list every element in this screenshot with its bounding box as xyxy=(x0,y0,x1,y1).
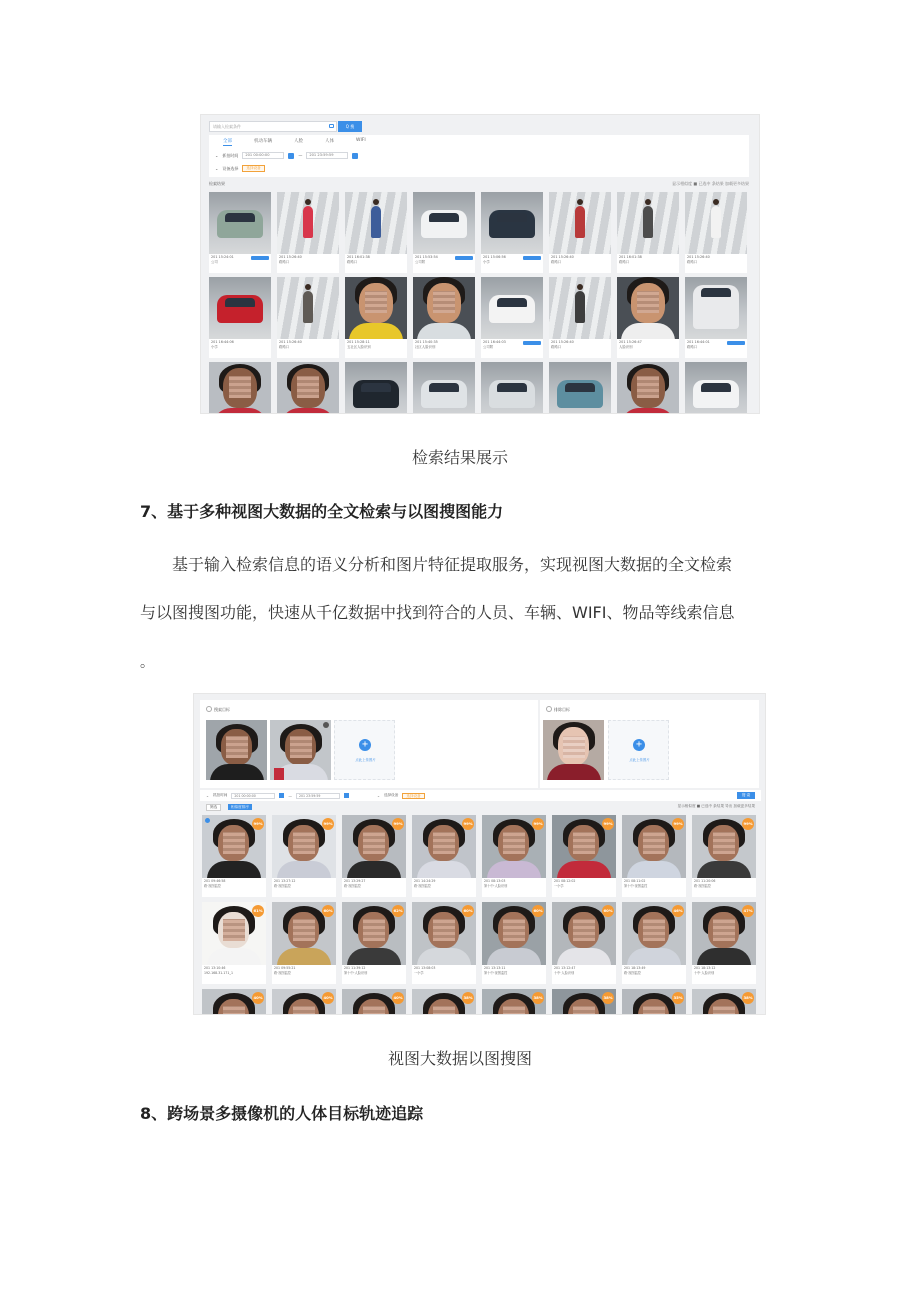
start-date-field[interactable]: 201 00:00:00 xyxy=(242,152,284,159)
device-filter-label: 设备选择 xyxy=(222,165,239,171)
result-meta xyxy=(345,339,407,351)
status-badge xyxy=(727,341,745,345)
similarity-badge: 40% xyxy=(252,992,264,1004)
result-card[interactable] xyxy=(617,277,679,358)
result-location: 路·视图监控 xyxy=(624,971,641,975)
image-search-screenshot xyxy=(193,693,766,1015)
result-location: 十中·人脸识别 xyxy=(694,971,715,975)
upload-label: 点此上传图片 xyxy=(355,758,376,762)
result-card[interactable] xyxy=(277,362,339,414)
result-card[interactable] xyxy=(272,989,336,1015)
result-card[interactable] xyxy=(685,277,747,358)
result-thumbnail[interactable] xyxy=(617,362,679,414)
filter-panel xyxy=(209,135,749,177)
exclude-target-panel xyxy=(540,700,759,788)
result-card[interactable] xyxy=(342,902,406,984)
result-meta xyxy=(342,878,406,890)
range-dash: — xyxy=(288,793,292,798)
tab-body[interactable]: 人体 xyxy=(325,139,334,144)
result-card[interactable] xyxy=(342,815,406,897)
status-badge xyxy=(523,256,541,260)
result-location: 第十中·人脸识别 xyxy=(484,884,508,888)
result-card[interactable] xyxy=(552,989,616,1015)
range-dash: — xyxy=(298,153,303,158)
result-time: 201 15:53:54 xyxy=(415,255,438,259)
section-heading: 8、跨场景多摄像机的人体目标轨迹追踪 xyxy=(140,1104,424,1123)
result-time: 201 09:55:21 xyxy=(274,966,296,970)
result-thumbnail[interactable] xyxy=(685,192,747,254)
result-thumbnail[interactable] xyxy=(413,277,475,339)
filter-button[interactable]: 筛选 xyxy=(206,804,221,811)
result-time: 201 16:01:38 xyxy=(619,255,642,259)
start-date-field[interactable]: 201 00:00:00 xyxy=(231,793,275,799)
similarity-badge: 60% xyxy=(602,905,614,917)
target-photo[interactable] xyxy=(270,720,331,780)
result-meta xyxy=(209,339,271,351)
result-thumbnail[interactable] xyxy=(482,902,546,965)
result-time: 201 16:44:03 xyxy=(483,340,506,344)
result-location: 人脸识别 xyxy=(619,345,633,349)
result-thumbnail[interactable] xyxy=(277,192,339,254)
exclude-target-title: 排除目标 xyxy=(546,706,570,713)
result-meta xyxy=(692,878,756,890)
result-location: 公司附 xyxy=(415,260,426,264)
result-time: 201 11:39:12 xyxy=(344,966,366,970)
result-meta xyxy=(617,254,679,266)
result-time: 201 14:24:29 xyxy=(414,879,436,883)
result-card[interactable] xyxy=(622,902,686,984)
result-time: 201 09:46:58 xyxy=(204,879,226,883)
result-location: 公司 xyxy=(211,260,218,264)
result-meta xyxy=(482,965,546,977)
result-card[interactable] xyxy=(413,362,475,414)
result-time: 201 13:13:11 xyxy=(484,966,506,970)
result-time: 201 15:26:47 xyxy=(619,340,642,344)
close-icon[interactable] xyxy=(323,722,329,728)
result-card[interactable] xyxy=(622,815,686,897)
result-thumbnail[interactable] xyxy=(413,362,475,414)
similarity-badge: 38% xyxy=(462,992,474,1004)
result-location: 一小学 xyxy=(414,971,424,975)
result-thumbnail[interactable] xyxy=(482,815,546,878)
upload-label: 点此上传图片 xyxy=(629,758,650,762)
result-time: 201 16:44:06 xyxy=(211,340,234,344)
end-date-field[interactable]: 201 23:59:59 xyxy=(296,793,340,799)
result-location: 小学 xyxy=(483,260,490,264)
result-card[interactable] xyxy=(209,192,271,273)
result-card[interactable] xyxy=(202,989,266,1015)
result-thumbnail[interactable] xyxy=(552,815,616,878)
result-thumbnail[interactable] xyxy=(345,362,407,414)
result-meta xyxy=(342,965,406,977)
similarity-badge: 40% xyxy=(392,992,404,1004)
result-thumbnail[interactable] xyxy=(412,989,476,1015)
result-thumbnail[interactable] xyxy=(552,989,616,1015)
result-card[interactable] xyxy=(552,815,616,897)
result-thumbnail[interactable] xyxy=(202,989,266,1015)
result-card[interactable] xyxy=(481,277,543,358)
result-card[interactable] xyxy=(552,902,616,984)
result-time: 201 13:08:03 xyxy=(414,966,436,970)
result-card[interactable] xyxy=(617,192,679,273)
result-location: 路·视图监控 xyxy=(414,884,431,888)
result-thumbnail[interactable] xyxy=(272,815,336,878)
similarity-badge: 99% xyxy=(602,818,614,830)
result-card[interactable] xyxy=(277,192,339,273)
result-location: 小学 xyxy=(211,345,218,349)
results-header xyxy=(209,181,749,187)
result-thumbnail[interactable] xyxy=(481,362,543,414)
result-meta xyxy=(482,878,546,890)
result-meta xyxy=(345,254,407,266)
calendar-icon[interactable] xyxy=(352,153,358,159)
similarity-badge: 38% xyxy=(602,992,614,1004)
result-time: 201 18:13:49 xyxy=(624,966,646,970)
filter-row xyxy=(200,790,761,801)
result-meta xyxy=(549,254,611,266)
tab-vehicle[interactable]: 机动车辆 xyxy=(254,139,272,144)
result-thumbnail[interactable] xyxy=(272,989,336,1015)
result-thumbnail[interactable] xyxy=(692,989,756,1015)
result-location: 路·视图监控 xyxy=(204,884,221,888)
results-title: 检索结果 xyxy=(209,181,225,186)
sort-row xyxy=(200,803,761,812)
status-badge xyxy=(455,256,473,260)
result-card[interactable] xyxy=(412,815,476,897)
result-thumbnail[interactable] xyxy=(622,989,686,1015)
result-location: 五社区人脸识别 xyxy=(347,345,371,349)
figure-caption: 检索结果展示 xyxy=(411,448,508,467)
result-location: 第十中·人脸识别 xyxy=(344,971,368,975)
similarity-badge: 38% xyxy=(532,992,544,1004)
result-card[interactable] xyxy=(345,362,407,414)
exclude-photo[interactable] xyxy=(543,720,604,780)
paragraph-line: 与以图搜图功能，快速从千亿数据中找到符合的人员、车辆、WIFI、物品等线索信息 xyxy=(140,603,735,622)
search-button[interactable]: Q 搜 xyxy=(338,121,362,132)
result-location: 路·视图监控 xyxy=(344,884,361,888)
time-filter-row xyxy=(215,152,358,159)
similarity-badge: 60% xyxy=(532,905,544,917)
similarity-badge: 99% xyxy=(392,818,404,830)
similarity-badge: 62% xyxy=(392,905,404,917)
plus-icon: + xyxy=(359,739,371,751)
result-meta xyxy=(692,965,756,977)
result-time: 201 16:01:38 xyxy=(347,255,370,259)
device-filter-row xyxy=(215,165,265,172)
result-meta xyxy=(412,878,476,890)
result-meta xyxy=(622,965,686,977)
result-thumbnail[interactable] xyxy=(549,362,611,414)
result-card[interactable] xyxy=(342,989,406,1015)
sort-similarity-button[interactable]: 相似度排序 xyxy=(228,804,252,810)
result-meta xyxy=(685,254,747,266)
similarity-badge: 61% xyxy=(252,905,264,917)
result-thumbnail[interactable] xyxy=(481,277,543,339)
result-location: 路路口 xyxy=(279,345,290,349)
category-tabs xyxy=(223,138,366,146)
result-location: 路路口 xyxy=(619,260,630,264)
result-time: 201 15:28:11 xyxy=(347,340,370,344)
result-location: 社区人脸识别 xyxy=(415,345,436,349)
similarity-badge: 47% xyxy=(742,905,754,917)
result-card[interactable] xyxy=(482,815,546,897)
result-thumbnail[interactable] xyxy=(552,902,616,965)
result-thumbnail[interactable] xyxy=(692,902,756,965)
result-thumbnail[interactable] xyxy=(202,815,266,878)
similarity-badge: 99% xyxy=(322,818,334,830)
result-time: 201 15:26:40 xyxy=(551,255,574,259)
result-time: 201 15:40:35 xyxy=(415,340,438,344)
result-thumbnail[interactable] xyxy=(692,815,756,878)
similarity-badge: 60% xyxy=(322,905,334,917)
tab-face[interactable]: 人脸 xyxy=(294,139,303,144)
result-thumbnail[interactable] xyxy=(622,815,686,878)
similarity-badge: 99% xyxy=(462,818,474,830)
result-time: 201 13:27:12 xyxy=(274,879,296,883)
chevron-down-icon[interactable]: ⌄ xyxy=(376,793,380,798)
result-time: 201 15:26:40 xyxy=(551,340,574,344)
result-location: 路·视图监控 xyxy=(274,971,291,975)
tab-wifi[interactable]: WIFI xyxy=(356,138,366,143)
result-location: 路路口 xyxy=(551,345,562,349)
result-time: 201 16:44:01 xyxy=(687,340,710,344)
search-results-screenshot xyxy=(200,114,760,414)
result-thumbnail[interactable] xyxy=(617,192,679,254)
tab-all[interactable]: 全部 xyxy=(223,139,232,144)
result-time: 201 13:12:47 xyxy=(554,966,576,970)
paragraph-line: 。 xyxy=(140,655,154,671)
result-meta xyxy=(272,878,336,890)
result-meta xyxy=(412,965,476,977)
results-grid xyxy=(209,192,747,414)
result-time: 201 18:13:12 xyxy=(694,966,716,970)
result-card[interactable] xyxy=(277,277,339,358)
result-card[interactable] xyxy=(481,192,543,273)
time-filter-label: 抓拍时间 xyxy=(222,152,239,158)
result-card[interactable] xyxy=(202,815,266,897)
result-meta xyxy=(622,878,686,890)
result-thumbnail[interactable] xyxy=(549,192,611,254)
results-toolbar[interactable]: 显示相似度 ■ 已选中 条结果 加载更多结果 xyxy=(672,181,749,186)
result-meta xyxy=(272,965,336,977)
result-thumbnail[interactable] xyxy=(617,277,679,339)
calendar-icon[interactable] xyxy=(279,793,284,798)
result-location: 路·视图监控 xyxy=(694,884,711,888)
result-thumbnail[interactable] xyxy=(413,192,475,254)
calendar-icon[interactable] xyxy=(288,153,294,159)
search-target-panel xyxy=(200,700,538,788)
result-thumbnail[interactable] xyxy=(209,192,271,254)
result-time: 201 15:26:40 xyxy=(279,255,302,259)
status-badge xyxy=(251,256,269,260)
similarity-badge: 38% xyxy=(742,992,754,1004)
result-thumbnail[interactable] xyxy=(482,989,546,1015)
result-card[interactable] xyxy=(482,902,546,984)
result-time: 201 08:11:02 xyxy=(624,879,646,883)
camera-icon[interactable] xyxy=(329,124,334,128)
result-card[interactable] xyxy=(692,989,756,1015)
time-filter-label: 抓拍时间 xyxy=(213,793,228,797)
result-card[interactable] xyxy=(617,362,679,414)
result-card[interactable] xyxy=(549,362,611,414)
result-thumbnail[interactable] xyxy=(209,362,271,414)
chevron-down-icon[interactable]: ⌄ xyxy=(206,793,210,798)
end-date-field[interactable]: 201 23:59:59 xyxy=(306,152,348,159)
result-card[interactable] xyxy=(345,277,407,358)
target-photo[interactable] xyxy=(206,720,267,780)
paragraph-line: 基于输入检索信息的语义分析和图片特征提取服务，实现视图大数据的全文检索 xyxy=(172,555,733,574)
result-card[interactable] xyxy=(272,815,336,897)
result-location: 192.168.31.171_1 xyxy=(204,971,233,975)
result-thumbnail[interactable] xyxy=(685,362,747,414)
result-meta xyxy=(549,339,611,351)
result-thumbnail[interactable] xyxy=(412,815,476,878)
similarity-badge: 99% xyxy=(672,818,684,830)
result-time: 201 15:06:56 xyxy=(483,255,506,259)
result-time: 201 08:13:03 xyxy=(484,879,506,883)
result-thumbnail[interactable] xyxy=(342,902,406,965)
similarity-badge: 60% xyxy=(462,905,474,917)
result-location: 十中·人脸识别 xyxy=(554,971,575,975)
check-icon[interactable] xyxy=(205,818,210,823)
result-thumbnail[interactable] xyxy=(202,902,266,965)
result-thumbnail[interactable] xyxy=(342,989,406,1015)
result-location: 公司附 xyxy=(483,345,494,349)
result-card[interactable] xyxy=(692,902,756,984)
result-thumbnail[interactable] xyxy=(277,277,339,339)
result-time: 201 13:29:27 xyxy=(344,879,366,883)
result-thumbnail[interactable] xyxy=(209,277,271,339)
result-card[interactable] xyxy=(209,362,271,414)
result-time: 201 15:26:40 xyxy=(687,255,710,259)
result-meta xyxy=(202,878,266,890)
result-thumbnail[interactable] xyxy=(622,902,686,965)
result-thumbnail[interactable] xyxy=(345,192,407,254)
result-location: 第十中·视图监控 xyxy=(484,971,508,975)
result-location: 路路口 xyxy=(687,260,698,264)
chevron-down-icon[interactable]: ⌄ xyxy=(215,166,219,171)
result-card[interactable] xyxy=(345,192,407,273)
result-meta xyxy=(617,339,679,351)
plus-icon: + xyxy=(633,739,645,751)
results-toolbar[interactable]: 显示相似度 ■ 已选中 条结果 导出 加载更多结果 xyxy=(677,804,755,808)
result-meta xyxy=(202,965,266,977)
result-location: 路路口 xyxy=(279,260,290,264)
result-meta xyxy=(413,339,475,351)
result-thumbnail[interactable] xyxy=(685,277,747,339)
upload-image-button[interactable] xyxy=(334,720,395,780)
result-location: 路路口 xyxy=(551,260,562,264)
result-time: 201 11:20:06 xyxy=(694,879,716,883)
result-time: 201 13:10:46 xyxy=(204,966,226,970)
result-meta xyxy=(277,339,339,351)
result-location: 路路口 xyxy=(687,345,698,349)
result-card[interactable] xyxy=(482,989,546,1015)
figure-caption: 视图大数据以图搜图 xyxy=(387,1049,532,1068)
result-meta xyxy=(552,878,616,890)
result-card[interactable] xyxy=(412,902,476,984)
result-card[interactable] xyxy=(202,902,266,984)
upload-image-button[interactable] xyxy=(608,720,669,780)
select-device-button[interactable]: 选择设备 xyxy=(242,165,264,172)
similarity-badge: 46% xyxy=(672,905,684,917)
result-card[interactable] xyxy=(413,277,475,358)
status-badge xyxy=(523,341,541,345)
result-meta xyxy=(277,254,339,266)
result-card[interactable] xyxy=(481,362,543,414)
search-target-title: 搜索目标 xyxy=(206,706,230,713)
result-meta xyxy=(552,965,616,977)
result-time: 201 15:26:40 xyxy=(279,340,302,344)
result-card[interactable] xyxy=(622,989,686,1015)
result-location: 路路口 xyxy=(347,260,358,264)
result-location: 路·视图监控 xyxy=(274,884,291,888)
result-card[interactable] xyxy=(413,192,475,273)
similarity-badge: 40% xyxy=(322,992,334,1004)
result-card[interactable] xyxy=(685,362,747,414)
similarity-badge: 99% xyxy=(742,818,754,830)
result-thumbnail[interactable] xyxy=(345,277,407,339)
result-thumbnail[interactable] xyxy=(412,902,476,965)
result-card[interactable] xyxy=(209,277,271,358)
result-thumbnail[interactable] xyxy=(481,192,543,254)
result-location: 一小学 xyxy=(554,884,564,888)
result-card[interactable] xyxy=(549,277,611,358)
result-time: 201 15:24:01 xyxy=(211,255,234,259)
section-heading: 7、基于多种视图大数据的全文检索与以图搜图能力 xyxy=(140,502,504,521)
similarity-badge: 99% xyxy=(532,818,544,830)
result-card[interactable] xyxy=(412,989,476,1015)
result-card[interactable] xyxy=(685,192,747,273)
device-filter-label: 选择设备 xyxy=(384,793,399,797)
result-thumbnail[interactable] xyxy=(549,277,611,339)
result-card[interactable] xyxy=(272,902,336,984)
calendar-icon[interactable] xyxy=(344,793,349,798)
similarity-badge: 99% xyxy=(252,818,264,830)
result-time: 201 08:12:02 xyxy=(554,879,576,883)
result-thumbnail[interactable] xyxy=(277,362,339,414)
result-location: 第十中·视图监控 xyxy=(624,884,648,888)
chevron-down-icon[interactable]: ⌄ xyxy=(215,153,219,158)
select-device-button[interactable]: 选择设备 xyxy=(402,793,424,799)
search-placeholder: 请输入检索条件 xyxy=(213,124,241,129)
result-card[interactable] xyxy=(549,192,611,273)
result-card[interactable] xyxy=(692,815,756,897)
search-input[interactable] xyxy=(209,121,337,132)
similarity-badge: 35% xyxy=(672,992,684,1004)
result-thumbnail[interactable] xyxy=(272,902,336,965)
search-button[interactable]: 搜 索 xyxy=(737,792,755,799)
results-grid xyxy=(202,815,756,1015)
result-thumbnail[interactable] xyxy=(342,815,406,878)
